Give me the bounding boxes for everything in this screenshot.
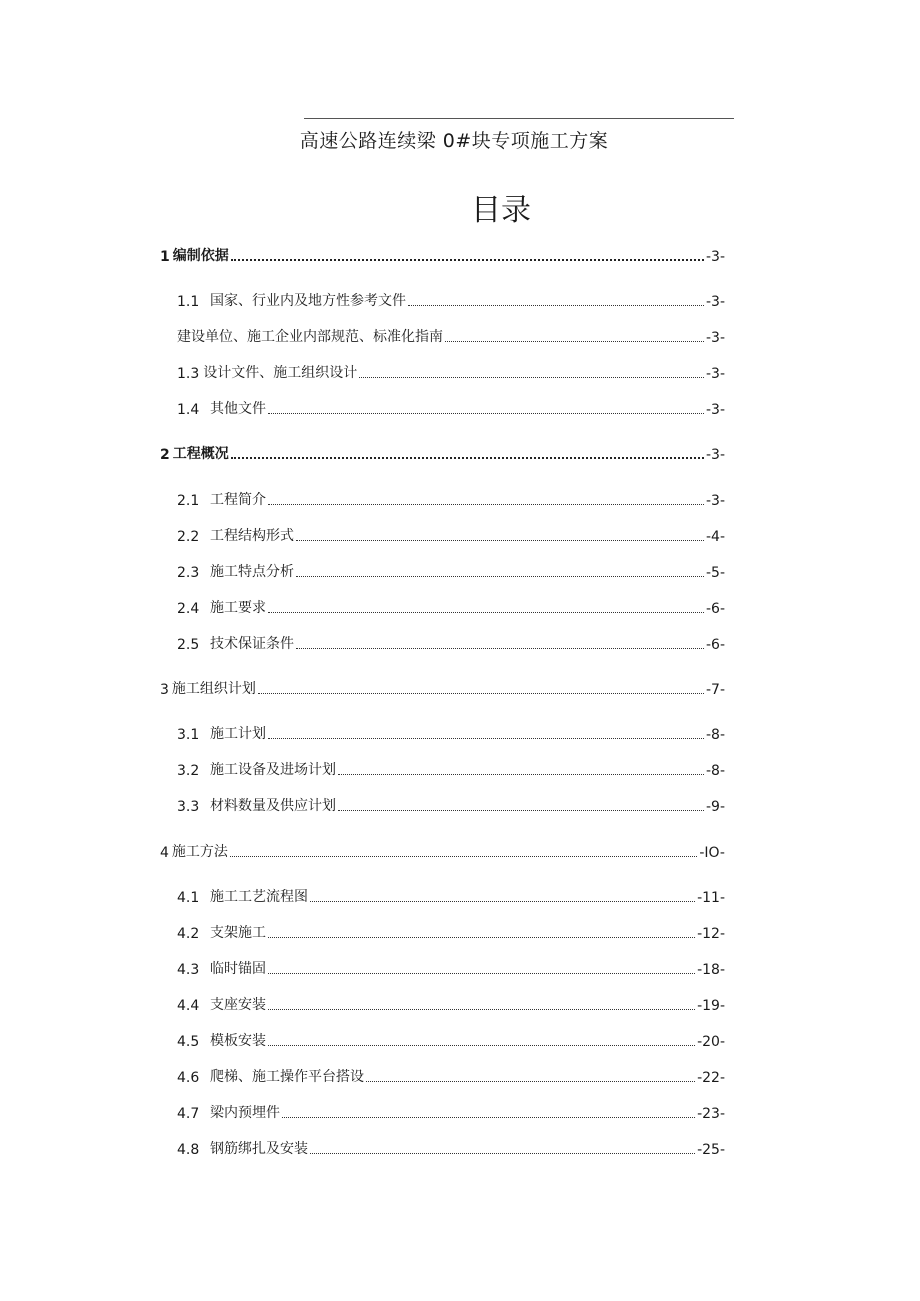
toc-entry-label: 爬梯、施工操作平台搭设: [210, 1069, 364, 1085]
toc-heading: 目录: [471, 193, 531, 228]
toc-dot-leader: [268, 973, 695, 974]
toc-entry-4-6[interactable]: [177, 1066, 725, 1086]
toc-entry-number: 2.3: [177, 565, 200, 581]
toc-dot-leader: [268, 738, 704, 739]
toc-entry-number: 4.6: [177, 1070, 200, 1086]
toc-dot-leader: [338, 810, 704, 811]
toc-entry-1-4[interactable]: [177, 398, 725, 418]
toc-entry-2-5[interactable]: [177, 633, 725, 653]
toc-dot-leader: [231, 457, 704, 459]
toc-entry-page: -IO-: [699, 845, 725, 861]
toc-entry-page: -18-: [697, 962, 725, 978]
toc-dot-leader: [268, 1045, 695, 1046]
toc-entry-2-3[interactable]: [177, 561, 725, 581]
toc-entry-label: 国家、行业内及地方性参考文件: [210, 293, 406, 309]
toc-entry-label: 建设单位、施工企业内部规范、标准化指南: [177, 329, 443, 345]
toc-dot-leader: [230, 856, 697, 857]
toc-entry-page: -12-: [697, 926, 725, 942]
toc-entry-4-5[interactable]: [177, 1030, 725, 1050]
toc-entry-page: -9-: [705, 799, 725, 815]
toc-entry-number: 4.2: [177, 926, 200, 942]
document-title: 高速公路连续梁 0#块专项施工方案: [299, 130, 609, 152]
toc-entry-number: 3: [160, 682, 169, 698]
toc-entry-page: -11-: [697, 890, 725, 906]
toc-dot-leader: [231, 259, 704, 261]
toc-dot-leader: [296, 540, 704, 541]
toc-entry-4-7[interactable]: [177, 1102, 725, 1122]
toc-entry-page: -8-: [705, 763, 725, 779]
toc-entry-label: 施工特点分析: [210, 564, 294, 580]
toc-entry-page: -7-: [705, 682, 725, 698]
toc-dot-leader: [296, 576, 704, 577]
toc-entry-page: -3-: [705, 493, 725, 509]
toc-dot-leader: [258, 693, 704, 694]
toc-entry-number: 4.1: [177, 890, 200, 906]
toc-dot-leader: [310, 1153, 695, 1154]
toc-entry-page: -3-: [705, 366, 725, 382]
toc-entry-number: 1.4: [177, 402, 200, 418]
toc-dot-leader: [268, 504, 704, 505]
toc-dot-leader: [282, 1117, 695, 1118]
toc-entry-page: -6-: [705, 637, 725, 653]
toc-entry-label: 施工方法: [171, 844, 228, 860]
toc-entry-page: -3-: [705, 447, 725, 463]
toc-entry-1-3[interactable]: [177, 362, 725, 382]
toc-entry-1[interactable]: [160, 245, 725, 265]
toc-entry-label: 工程概况: [172, 446, 229, 462]
toc-entry-number: 4.7: [177, 1106, 200, 1122]
toc-entry-label: 施工要求: [210, 600, 266, 616]
toc-entry-page: -3-: [705, 330, 725, 346]
toc-entry-page: -3-: [705, 402, 725, 418]
toc-entry-label: 设计文件、施工组织设计: [203, 365, 358, 381]
toc-entry-page: -6-: [705, 601, 725, 617]
toc-entry-number: 2.2: [177, 529, 200, 545]
toc-entry-label: 工程简介: [210, 492, 266, 508]
toc-entry-number: 4.5: [177, 1034, 200, 1050]
toc-entry-page: -19-: [697, 998, 725, 1014]
toc-entry-3-3[interactable]: [177, 795, 725, 815]
toc-entry-page: -3-: [705, 294, 725, 310]
toc-entry-4-4[interactable]: [177, 994, 725, 1014]
toc-entry-number: 4.8: [177, 1142, 200, 1158]
toc-entry-label: 施工工艺流程图: [210, 889, 308, 905]
toc-entry-1-1[interactable]: [177, 290, 725, 310]
toc-entry-4-2[interactable]: [177, 922, 725, 942]
toc-entry-label: 工程结构形式: [210, 528, 294, 544]
toc-entry-number: 3.2: [177, 763, 200, 779]
toc-entry-4-8[interactable]: [177, 1138, 725, 1158]
toc-dot-leader: [310, 901, 695, 902]
toc-entry-label: 临时锚固: [210, 961, 266, 977]
toc-entry-label: 施工计划: [210, 726, 266, 742]
toc-dot-leader: [268, 937, 695, 938]
toc-entry-2-1[interactable]: [177, 489, 725, 509]
toc-entry-label: 梁内预埋件: [210, 1105, 280, 1121]
toc-dot-leader: [408, 305, 704, 306]
toc-entry-1-2[interactable]: [177, 326, 725, 346]
toc-entry-page: -4-: [705, 529, 725, 545]
toc-entry-2-2[interactable]: [177, 525, 725, 545]
toc-entry-page: -20-: [697, 1034, 725, 1050]
toc-entry-number: 3.3: [177, 799, 200, 815]
toc-entry-4-1[interactable]: [177, 886, 725, 906]
toc-entry-label: 支座安装: [210, 997, 266, 1013]
toc-dot-leader: [268, 413, 704, 414]
toc-entry-number: 1: [160, 249, 170, 265]
toc-entry-page: -5-: [705, 565, 725, 581]
toc-entry-4[interactable]: [160, 841, 725, 861]
toc-entry-number: 4.3: [177, 962, 200, 978]
toc-dot-leader: [296, 648, 704, 649]
toc-dot-leader: [268, 612, 704, 613]
toc-dot-leader: [445, 341, 704, 342]
toc-entry-2[interactable]: [160, 443, 725, 463]
toc-entry-number: 1.3: [177, 366, 200, 382]
toc-entry-page: -22-: [697, 1070, 725, 1086]
toc-entry-number: 3.1: [177, 727, 200, 743]
toc-entry-4-3[interactable]: [177, 958, 725, 978]
toc-dot-leader: [366, 1081, 695, 1082]
toc-entry-number: 4.4: [177, 998, 200, 1014]
toc-entry-label: 施工组织计划: [171, 681, 256, 697]
toc-dot-leader: [338, 774, 704, 775]
toc-entry-3-1[interactable]: [177, 723, 725, 743]
toc-entry-label: 其他文件: [210, 401, 266, 417]
toc-entry-label: 技术保证条件: [210, 636, 294, 652]
toc-entry-number: 4: [160, 845, 169, 861]
toc-entry-3-2[interactable]: [177, 759, 725, 779]
toc-entry-label: 钢筋绑扎及安装: [210, 1141, 308, 1157]
toc-dot-leader: [268, 1009, 695, 1010]
toc-entry-number: 2: [160, 447, 170, 463]
toc-entry-label: 施工设备及进场计划: [210, 762, 336, 778]
toc-entry-number: 2.4: [177, 601, 200, 617]
toc-entry-page: -3-: [705, 249, 725, 265]
toc-entry-label: 模板安装: [210, 1033, 266, 1049]
toc-entry-label: 编制依据: [172, 248, 229, 264]
toc-entry-page: -23-: [697, 1106, 725, 1122]
toc-entry-number: 1.1: [177, 294, 200, 310]
toc-entry-2-4[interactable]: [177, 597, 725, 617]
toc-entry-number: 2.1: [177, 493, 200, 509]
toc-entry-number: 2.5: [177, 637, 200, 653]
toc-entry-label: 材料数量及供应计划: [210, 798, 336, 814]
toc-entry-page: -8-: [705, 727, 725, 743]
toc-entry-3[interactable]: [160, 678, 725, 698]
toc-dot-leader: [359, 377, 704, 378]
toc-entry-page: -25-: [697, 1142, 725, 1158]
toc-entry-label: 支架施工: [210, 925, 266, 941]
